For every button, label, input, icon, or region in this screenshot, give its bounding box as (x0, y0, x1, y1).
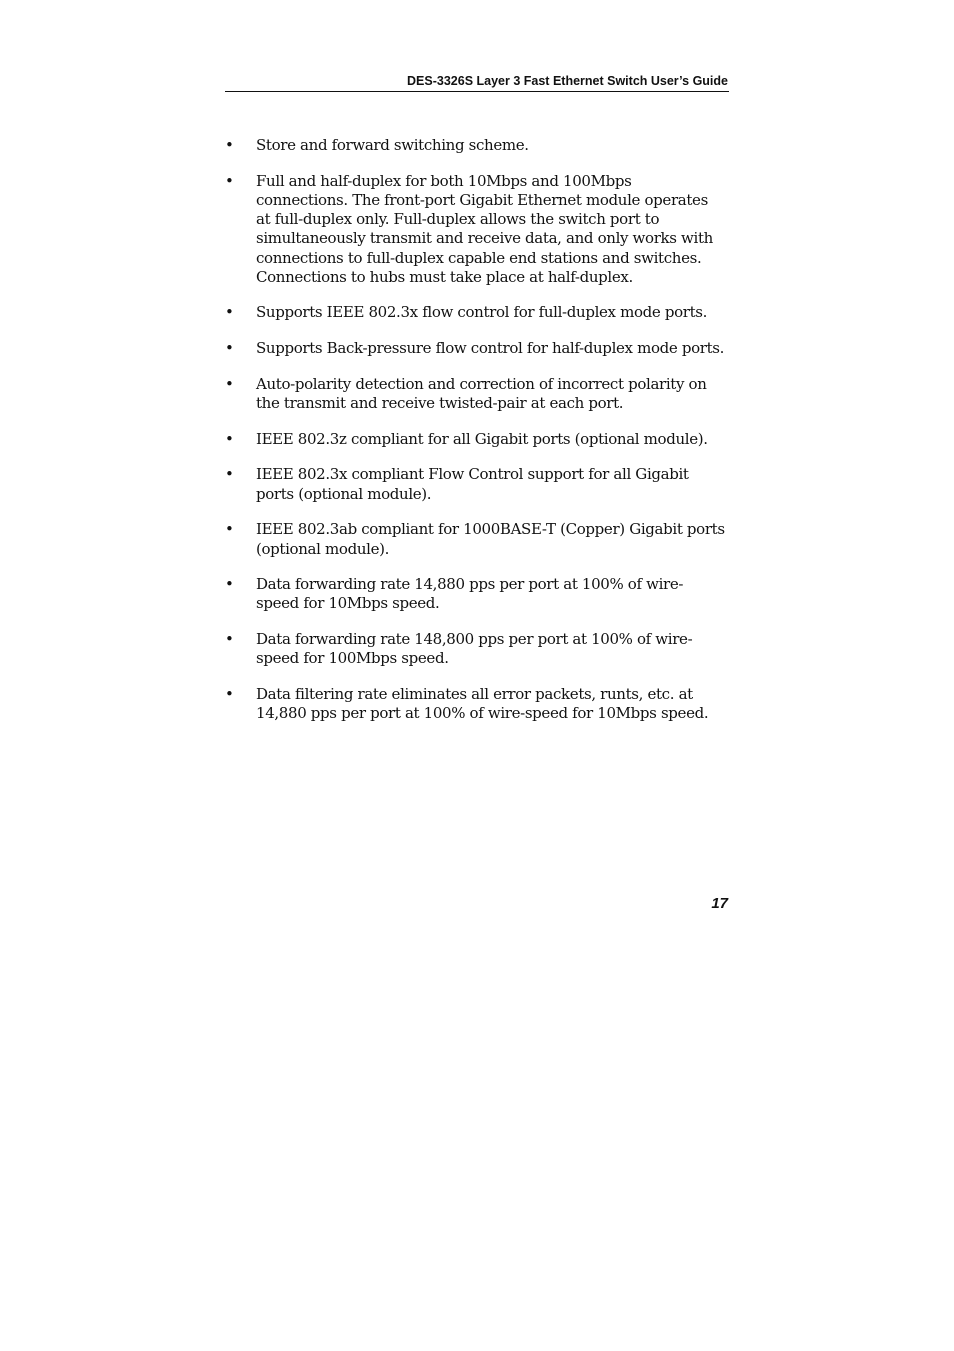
bullet-icon: • (225, 339, 234, 358)
list-item-text: Data forwarding rate 14,880 pps per port at 100% of wire-speed for 10Mbps speed. (256, 575, 684, 613)
list-item-text: Full and half-duplex for both 10Mbps and 100Mbps connections. The front-port Gigabit Ethernet module operates at full-duplex only. Full-duplex allows the switch port to simultaneously transmit and receive data, and only works with connections to full-duplex capable end stations and switches. Connections to hubs must take place at half-duplex. (256, 171, 713, 286)
header-rule (225, 91, 729, 92)
feature-bullet-list (225, 136, 725, 740)
list-item (225, 375, 725, 413)
list-item (225, 339, 725, 358)
bullet-icon: • (225, 575, 234, 594)
list-item (225, 303, 725, 322)
list-item (225, 575, 725, 613)
list-item-text: Auto-polarity detection and correction of incorrect polarity on the transmit and receive twisted-pair at each port. (256, 374, 707, 413)
bullet-icon: • (225, 465, 234, 484)
list-item-text: Supports IEEE 802.3x flow control for full-duplex mode ports. (256, 303, 708, 322)
list-item-text: Supports Back-pressure flow control for half-duplex mode ports. (256, 339, 725, 358)
list-item-text: Data filtering rate eliminates all error packets, runts, etc. at 14,880 pps per port at 100% of wire-speed for 10Mbps speed. (256, 685, 709, 723)
list-item (225, 136, 725, 155)
bullet-icon: • (225, 520, 234, 539)
list-item (225, 520, 725, 558)
bullet-icon: • (225, 171, 234, 190)
bullet-icon: • (225, 630, 234, 649)
bullet-icon: • (225, 136, 234, 154)
page-number: 17 (711, 895, 728, 912)
list-item (225, 630, 725, 668)
bullet-icon: • (225, 685, 234, 704)
list-item-text: Store and forward switching scheme. (256, 136, 529, 154)
list-item-text: IEEE 802.3z compliant for all Gigabit ports (optional module). (256, 429, 708, 448)
list-item (225, 685, 725, 723)
bullet-icon: • (225, 303, 234, 322)
bullet-icon: • (225, 429, 234, 448)
bullet-icon: • (225, 374, 234, 393)
list-item-text: IEEE 802.3ab compliant for 1000BASE-T (Copper) Gigabit ports (optional module). (256, 520, 725, 558)
list-item-text: IEEE 802.3x compliant Flow Control support for all Gigabit ports (optional module). (256, 465, 689, 503)
list-item (225, 172, 725, 287)
list-item (225, 430, 725, 449)
list-item (225, 465, 725, 503)
list-item-text: Data forwarding rate 148,800 pps per port at 100% of wire-speed for 100Mbps speed. (256, 630, 693, 668)
running-header: DES-3326S Layer 3 Fast Ethernet Switch User’s Guide (407, 74, 728, 88)
